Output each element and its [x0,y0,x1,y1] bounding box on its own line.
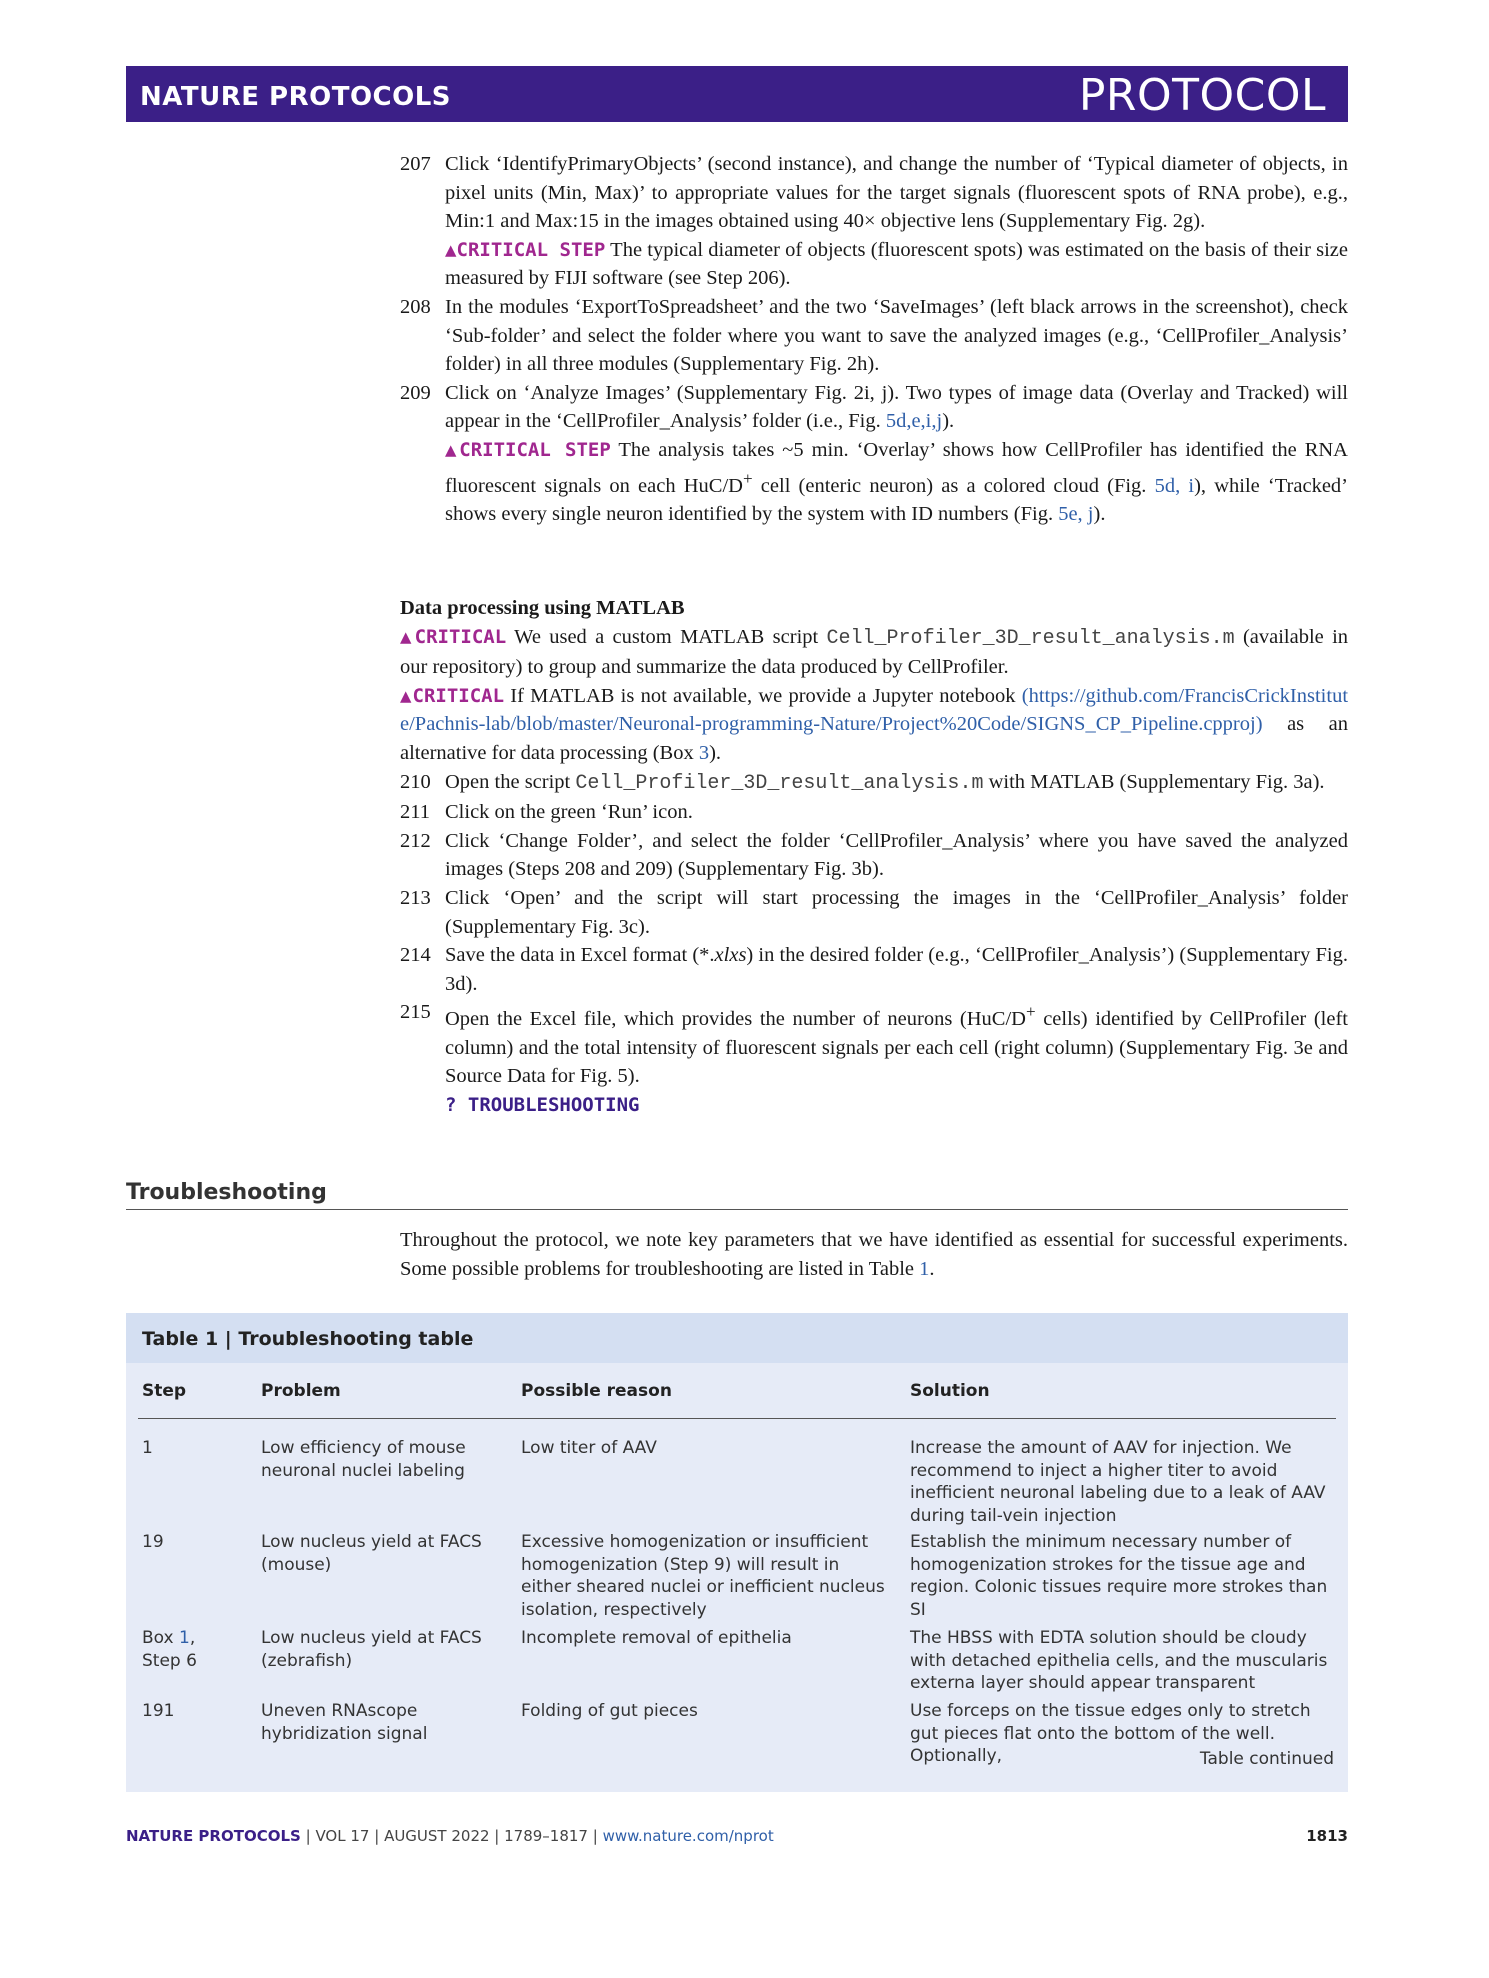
page-footer: NATURE PROTOCOLS | VOL 17 | AUGUST 2022 | 1789–1817 | www.nature.com/nprot 1813 [126,1827,1348,1845]
figure-link[interactable]: 5e, j [1058,502,1094,525]
table-cell-problem: Uneven RNAscope hybridization signal [261,1701,428,1744]
script-name: Cell_Profiler_3D_result_analysis.m [575,771,984,795]
critical-step-209 [400,436,1348,529]
footer-pages: 1789–1817 [504,1827,588,1845]
table-cell-problem: Low nucleus yield at FACS (mouse) [261,1532,482,1575]
step-number: 211 [400,801,430,824]
step-text: ) in the desired folder (e.g., ‘CellProfiler_Analysis’) (Supplementary Fig. 3d). [445,944,1349,995]
superscript-plus: + [742,468,753,488]
step-207 [400,150,1348,236]
step-box-prefix: Box [142,1628,180,1648]
matlab-heading: Data processing using MATLAB [400,597,685,619]
footer-url-link[interactable]: www.nature.com/nprot [602,1827,774,1845]
step-text: Click ‘Change Folder’, and select the folder ‘CellProfiler_Analysis’ where you have saved the analyzed images (Steps 208 and 209) (Supplementary Fig. 3b). [445,829,1348,881]
box-link[interactable]: 3 [698,741,710,764]
critical-step-text: The typical diameter of objects (fluorescent spots) was estimated on the basis of their size measured by FIJI software (see Step 206). [445,238,1348,290]
critical-text: (available in our repository) to group and summarize the data produced by CellProfiler. [400,625,1349,679]
file-extension: xlxs [714,944,747,967]
step-210 [400,768,1348,799]
column-header-solution: Solution [910,1381,990,1401]
step-number: 208 [400,295,431,318]
page-number: 1813 [1306,1827,1348,1845]
table-cell-step: 1 [142,1438,153,1458]
table-cell-step [142,1627,242,1672]
step-number: 212 [400,829,431,852]
matlab-section [400,594,1348,1120]
table-cell-reason: Folding of gut pieces [521,1701,698,1721]
step-number: 209 [400,381,431,404]
step-box-comma: , [189,1628,196,1648]
step-number: 210 [400,770,431,793]
section-type: PROTOCOL [1078,70,1326,121]
critical-step-label: ▲CRITICAL STEP [445,238,606,261]
table-cell-solution: Establish the minimum necessary number of homogenization strokes for the tissue age and region. Colonic tissues require more strokes than SI [910,1532,1328,1620]
table-cell-solution: Use forceps on the tissue edges only to stretch gut pieces flat onto the bottom of the well. Optionally, [910,1701,1311,1767]
journal-name: NATURE PROTOCOLS [140,82,452,112]
critical-text: If MATLAB is not available, we provide a Jupyter notebook [510,684,1016,707]
step-212 [400,827,1348,884]
table-link[interactable]: 1 [919,1257,930,1280]
step-213 [400,884,1348,941]
matlab-critical-2 [400,682,1348,768]
table-title-bar [126,1313,1348,1363]
step-214 [400,941,1348,998]
figure-link[interactable]: 5d,e,i,j [885,410,943,433]
step-text: Save the data in Excel format (*. [445,944,715,967]
step-number-text: Step 6 [142,1650,197,1671]
step-209 [400,379,1348,436]
superscript-plus: + [1025,1002,1036,1022]
table-cell-problem: Low efficiency of mouse neuronal nuclei labeling [261,1438,466,1481]
critical-label: ▲CRITICAL [400,684,505,707]
critical-step-label: ▲CRITICAL STEP [445,438,611,461]
step-number: 215 [400,1001,431,1024]
step-text: cells) identified by CellProfiler (left column) and the total intensity of fluorescent signals per each cell (right column) (Supplementary Fig. 3e and Source Data for Fig. 5). [445,1008,1348,1088]
intro-text-end: . [929,1257,935,1280]
step-text: Click ‘IdentifyPrimaryObjects’ (second instance), and change the number of ‘Typical diameter of objects, in pixel units (Min, Max)’ to appropriate values for the target signals (fluorescent spots of RNA probe), e.g., Min:1 and Max:15 in the images obtained using 40× objective lens (Supplementary Fig. 2g). [445,153,1348,233]
table-cell-reason: Excessive homogenization or insufficient homogenization (Step 9) will result in either sheared nuclei or inefficient nucleus isolation, respectively [521,1532,885,1620]
step-211 [400,798,1348,827]
column-header-problem: Problem [261,1381,341,1401]
matlab-critical-1 [400,623,1348,682]
step-text: Open the Excel file, which provides the number of neurons (HuC/D [445,1008,1026,1031]
figure-link[interactable]: 5d, i [1154,474,1195,497]
table-cell-problem: Low nucleus yield at FACS (zebrafish) [261,1628,482,1671]
steps-top [400,150,1348,529]
step-215 [400,998,1348,1119]
critical-step-text: ), while ‘Tracked’ shows every single neuron identified by the system with ID numbers (Fig. [445,474,1349,525]
table-cell-solution: The HBSS with EDTA solution should be cloudy with detached epithelia cells, and the muscularis externa layer should appear transparent [910,1628,1328,1694]
troubleshooting-link[interactable]: ? TROUBLESHOOTING [445,1093,640,1116]
script-name: Cell_Profiler_3D_result_analysis.m [826,626,1235,650]
step-text: Open the script [445,770,576,793]
critical-step-207 [400,236,1348,293]
critical-text-end: ). [709,741,722,764]
table-header-rule [138,1418,1336,1419]
troubleshooting-intro [400,1226,1348,1283]
step-208 [400,293,1348,379]
step-text: Click on ‘Analyze Images’ (Supplementary Fig. 2i, j). Two types of image data (Overlay and Tracked) will appear in the ‘CellProfiler_Analysis’ folder (i.e., Fig. [445,381,1348,433]
footer-volume: VOL 17 [315,1827,370,1845]
table-cell-step: 191 [142,1701,175,1721]
step-text: In the modules ‘ExportToSpreadsheet’ and the two ‘SaveImages’ (left black arrows in the screenshot), check ‘Sub-folder’ and select the folder where you want to save the analyzed images (e.g., ‘CellProfiler_Analysis’ folder) in all three modules (Supplementary Fig. 2h). [445,295,1348,376]
step-text: with MATLAB (Supplementary Fig. 3a). [983,770,1325,793]
table-title: Table 1 | Troubleshooting table [142,1328,474,1350]
table-cell-step: 19 [142,1532,164,1552]
critical-text: as an alternative for data processing (Box [400,713,1348,764]
step-text: Click on the green ‘Run’ icon. [445,801,693,824]
step-number: 213 [400,886,431,909]
critical-step-text: ). [1093,502,1106,525]
troubleshooting-heading: Troubleshooting [126,1180,1348,1210]
table-cell-reason: Low titer of AAV [521,1438,657,1458]
jupyter-notebook-link[interactable]: (https://github.com/FrancisCrickInstitute/Pachnis-lab/blob/master/Neuronal-programming-Nature/Project%20Code/SIGNS_CP_Pipeline.cpproj) [400,684,1349,736]
step-text: Click ‘Open’ and the script will start processing the images in the ‘CellProfiler_Analysis’ folder (Supplementary Fig. 3c). [445,886,1348,938]
intro-paragraph [400,1226,1348,1283]
column-header-reason: Possible reason [521,1381,672,1401]
column-header-step: Step [142,1381,187,1401]
table-cell-reason: Incomplete removal of epithelia [521,1628,792,1648]
troubleshooting-table [126,1313,1348,1792]
critical-step-text: cell (enteric neuron) as a colored cloud (Fig. [752,474,1155,497]
critical-label: ▲CRITICAL [400,625,507,648]
footer-journal: NATURE PROTOCOLS [126,1827,301,1845]
table-cell-solution: Increase the amount of AAV for injection. We recommend to inject a higher titer to avoid inefficient neuronal labeling due to a leak of AAV during tail-vein injection [910,1438,1326,1526]
journal-header-bar [126,66,1348,122]
critical-step-text: The analysis takes ~5 min. ‘Overlay’ shows how CellProfiler has identified the RNA fluorescent signals on each HuC/D [445,438,1348,497]
step-number: 207 [400,153,431,175]
intro-text: Throughout the protocol, we note key parameters that we have identified as essential for successful experiments. Some possible problems for troubleshooting are listed in Table [400,1229,1348,1280]
step-number: 214 [400,944,431,967]
table-continued-note: Table continued [1199,1749,1334,1769]
footer-date: AUGUST 2022 [384,1827,490,1845]
box-link[interactable]: 1 [179,1628,190,1648]
step-text-end: ). [942,410,955,433]
critical-text: We used a custom MATLAB script [514,625,819,648]
